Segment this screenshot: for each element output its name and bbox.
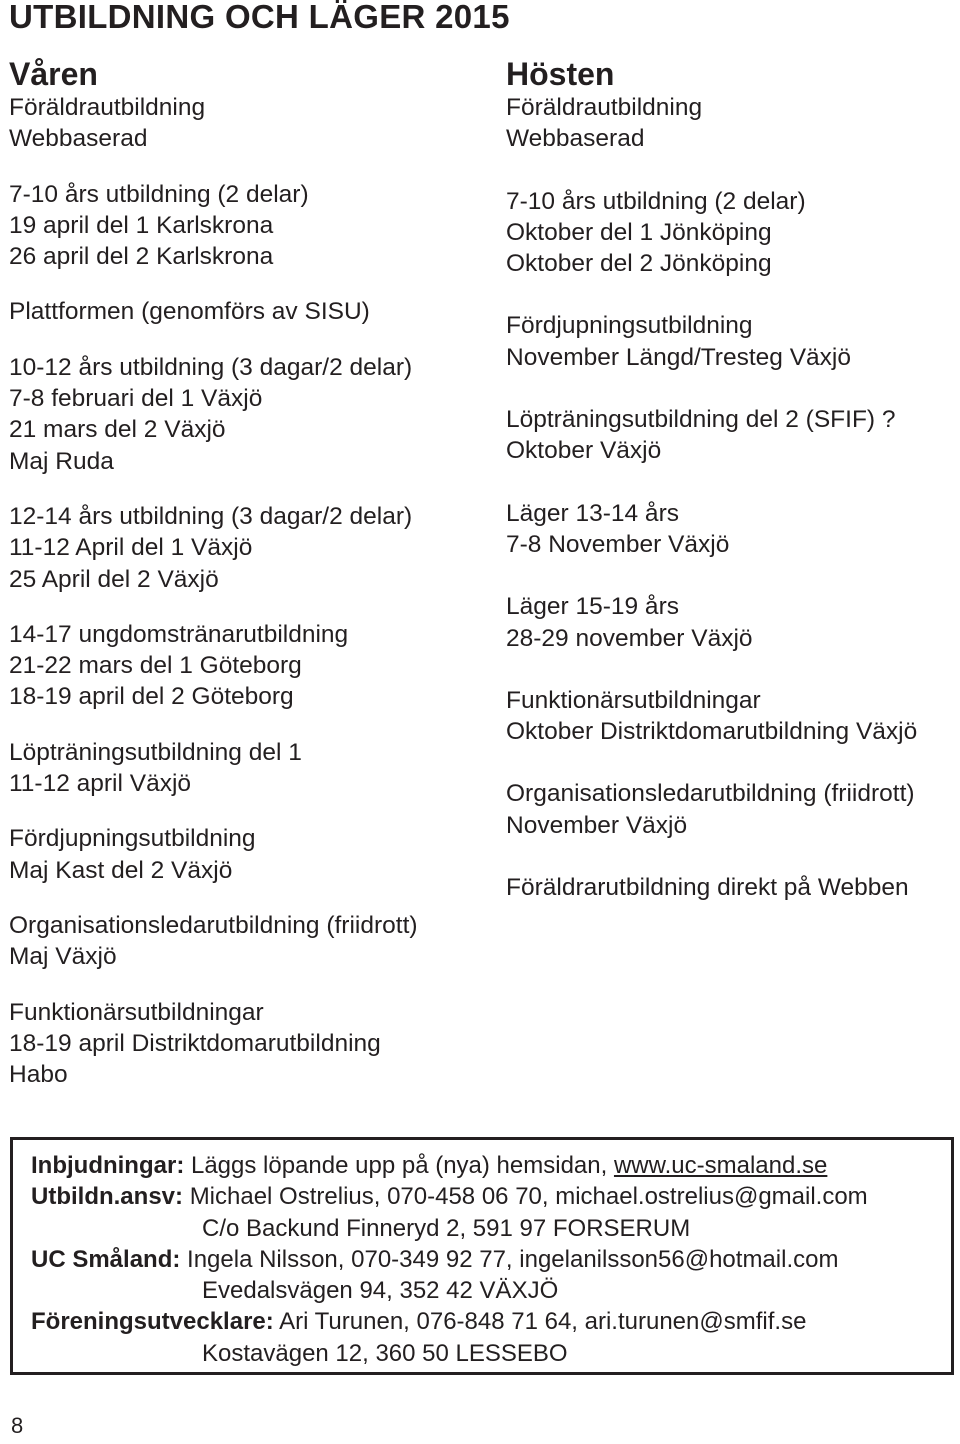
page-number: 8	[11, 1413, 24, 1438]
club-developer-label: Föreningsutvecklare:	[31, 1308, 274, 1336]
autumn-entry-line: Webbaserad	[506, 125, 645, 153]
autumn-entry-line: Fördjupningsutbildning	[506, 312, 753, 340]
autumn-entry-line: Löpträningsutbildning del 2 (SFIF) ?	[506, 406, 896, 434]
autumn-entry-group	[506, 404, 956, 467]
autumn-entry-line: Oktober Växjö	[506, 437, 662, 465]
invitations-row	[31, 1150, 868, 1181]
autumn-entry-group	[506, 872, 956, 903]
spring-entry-line: 19 april del 1 Karlskrona	[9, 211, 274, 239]
autumn-entry-line: 7-8 November Växjö	[506, 530, 730, 558]
spring-entry-line: 12-14 års utbildning (3 dagar/2 delar)	[9, 502, 413, 530]
invitations-label: Inbjudningar:	[31, 1152, 185, 1179]
spring-entry-line: Habo	[9, 1061, 68, 1089]
spring-title: Våren	[9, 56, 98, 92]
spring-list	[9, 92, 489, 1090]
spring-entry-line: Maj Växjö	[9, 943, 117, 971]
autumn-entry-line: Funktionärsutbildningar	[506, 686, 761, 714]
autumn-entry-line: Föräldrautbildning	[506, 94, 703, 121]
spring-entry-group	[9, 501, 489, 595]
autumn-entry-line: Organisationsledarutbildning (friidrott)	[506, 780, 915, 808]
autumn-entry-group	[506, 186, 956, 280]
spring-entry-line: Funktionärsutbildningar	[9, 998, 264, 1026]
spring-entry-line: Föräldrautbildning	[9, 94, 206, 121]
autumn-entry-group	[506, 498, 956, 561]
autumn-entry-line: Läger 15-19 års	[506, 593, 679, 621]
autumn-entry-group	[506, 778, 956, 841]
club-developer-address: Kostavägen 12, 360 50 LESSEBO	[202, 1339, 568, 1367]
spring-entry-group	[9, 737, 489, 800]
education-responsible-label: Utbildn.ansv:	[31, 1183, 184, 1211]
contact-info-box	[10, 1137, 954, 1375]
autumn-entry-line: Föräldrarutbildning direkt på Webben	[506, 874, 909, 902]
autumn-list	[506, 92, 956, 903]
autumn-title: Hösten	[506, 56, 615, 92]
education-responsible-text: Michael Ostrelius, 070-458 06 70, michael.ostrelius@gmail.com	[189, 1183, 868, 1211]
spring-entry-line: 18-19 april del 2 Göteborg	[9, 683, 294, 711]
spring-entry-line: 11-12 april Växjö	[9, 770, 192, 798]
spring-entry-line: Webbaserad	[9, 125, 148, 153]
spring-entry-group	[9, 179, 489, 273]
autumn-entry-group	[506, 92, 956, 155]
autumn-entry-line: 7-10 års utbildning (2 delar)	[506, 187, 806, 215]
autumn-entry-line: Oktober del 2 Jönköping	[506, 250, 772, 278]
spring-entry-line: 10-12 års utbildning (3 dagar/2 delar)	[9, 353, 413, 381]
education-responsible-address: C/o Backund Finneryd 2, 591 97 FORSERUM	[202, 1214, 691, 1242]
spring-entry-line: 21-22 mars del 1 Göteborg	[9, 652, 302, 680]
spring-entry-group	[9, 910, 489, 973]
spring-entry-line: 21 mars del 2 Växjö	[9, 416, 226, 444]
spring-entry-line: Fördjupningsutbildning	[9, 825, 256, 853]
spring-entry-line: Maj Ruda	[9, 447, 114, 475]
spring-entry-line: 25 April del 2 Växjö	[9, 565, 219, 593]
autumn-entry-line: November Längd/Tresteg Växjö	[506, 343, 851, 371]
club-developer-row	[31, 1306, 868, 1337]
spring-entry-group	[9, 352, 489, 477]
spring-entry-group	[9, 997, 489, 1091]
spring-entry-line: 7-8 februari del 1 Växjö	[9, 385, 263, 413]
spring-entry-group	[9, 92, 489, 155]
spring-entry-line: 14-17 ungdomstränarutbildning	[9, 620, 349, 648]
website-link[interactable]: www.uc-smaland.se	[613, 1152, 828, 1179]
spring-entry-line: 7-10 års utbildning (2 delar)	[9, 180, 309, 208]
club-developer-text: Ari Turunen, 076-848 71 64, ari.turunen@smfif.se	[279, 1308, 807, 1336]
page-title: UTBILDNING OCH LÄGER 2015	[9, 0, 510, 35]
spring-entry-group	[9, 619, 489, 713]
spring-entry-line: Plattformen (genomförs av SISU)	[9, 298, 370, 326]
spring-entry-line: 18-19 april Distriktdomarutbildning	[9, 1029, 381, 1057]
autumn-column	[506, 56, 956, 903]
uc-smaland-label: UC Småland:	[31, 1245, 181, 1273]
autumn-entry-group	[506, 685, 956, 748]
spring-entry-line: 11-12 April del 1 Växjö	[9, 534, 253, 562]
spring-entry-line: Organisationsledarutbildning (friidrott)	[9, 911, 418, 939]
spring-entry-line: Maj Kast del 2 Växjö	[9, 856, 233, 884]
spring-entry-group	[9, 823, 489, 886]
uc-smaland-text: Ingela Nilsson, 070-349 92 77, ingelanilsson56@hotmail.com	[187, 1245, 839, 1273]
autumn-entry-group	[506, 310, 956, 373]
uc-smaland-address: Evedalsvägen 94, 352 42 VÄXJÖ	[202, 1277, 559, 1305]
autumn-entry-group	[506, 591, 956, 654]
spring-entry-group	[9, 296, 489, 327]
invitations-text: Läggs löpande upp på (nya) hemsidan,	[190, 1152, 608, 1179]
spring-entry-line: 26 april del 2 Karlskrona	[9, 243, 274, 271]
spring-column	[9, 56, 489, 1090]
autumn-entry-line: November Växjö	[506, 811, 688, 839]
autumn-entry-line: Läger 13-14 års	[506, 499, 679, 527]
autumn-entry-line: 28-29 november Växjö	[506, 624, 753, 652]
spring-entry-line: Löpträningsutbildning del 1	[9, 738, 302, 766]
autumn-entry-line: Oktober del 1 Jönköping	[506, 218, 772, 246]
uc-smaland-row	[31, 1244, 868, 1275]
education-responsible-row	[31, 1181, 868, 1212]
autumn-entry-line: Oktober Distriktdomarutbildning Växjö	[506, 718, 918, 746]
